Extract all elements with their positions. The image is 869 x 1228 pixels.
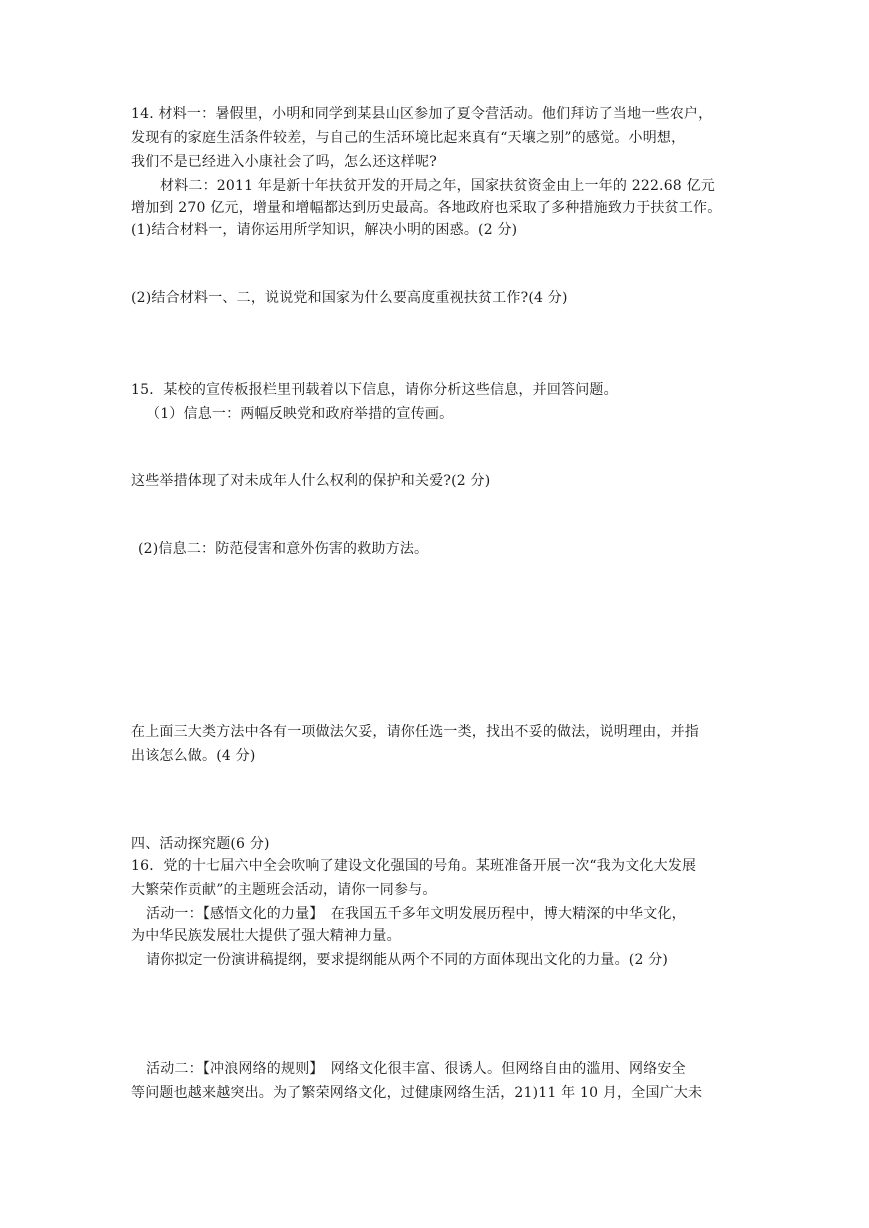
q14-material1-line3: 我们不是已经进入小康社会了吗，怎么还这样呢? — [131, 154, 437, 170]
q15-stem: 15．某校的宣传板报栏里刊载着以下信息，请你分析这些信息，并回答问题。 — [131, 382, 618, 398]
q16-stem-line2: 大繁荣作贡献”的主题班会活动，请你一同参与。 — [131, 882, 437, 898]
q14-subquestion-1: (1)结合材料一，请你运用所学知识，解决小明的困惑。(2 分) — [131, 222, 518, 238]
q16-activity2-line1: 活动二：【冲浪网络的规则】 网络文化很丰富、很诱人。但网络自由的滥用、网络安全 — [146, 1061, 686, 1077]
section4-heading: 四、活动探究题(6 分) — [131, 836, 270, 852]
q14-material1-line2: 发现有的家庭生活条件较差，与自己的生活环境比起来真有“天壤之别”的感觉。小明想， — [131, 130, 686, 146]
q16-activity1-line2: 为中华民族发展壮大提供了强大精神力量。 — [131, 928, 401, 944]
q15-info1-question: 这些举措体现了对未成年人什么权利的保护和关爱?(2 分) — [131, 473, 491, 489]
q16-stem-line1: 16．党的十七届六中全会吹响了建设文化强国的号角。某班准备开展一次“我为文化大发展 — [131, 858, 697, 874]
q16-activity1-line1: 活动一：【感悟文化的力量】 在我国五千多年文明发展历程中，博大精深的中华文化， — [146, 906, 686, 922]
q16-activity1-task: 请你拟定一份演讲稿提纲，要求提纲能从两个不同的方面体现出文化的力量。(2 分) — [146, 952, 669, 968]
q16-activity2-line2: 等问题也越来越突出。为了繁荣网络文化，过健康网络生活，21)11 年 10 月，全国广大未 — [131, 1085, 703, 1101]
q15-info2-question-line2: 出该怎么做。(4 分) — [131, 748, 256, 764]
q15-info2-question-line1: 在上面三大类方法中各有一项做法欠妥，请你任选一类，找出不妥的做法，说明理由，并指 — [131, 724, 699, 740]
q14-material2-line2: 增加到 270 亿元，增量和增幅都达到历史最高。各地政府也采取了多种措施致力于扶贫工作。 — [131, 200, 722, 216]
q14-material1-line1: 14. 材料一：暑假里，小明和同学到某县山区参加了夏令营活动。他们拜访了当地一些农户， — [131, 106, 713, 122]
q14-material2-line1: 材料二：2011 年是新十年扶贫开发的开局之年，国家扶贫资金由上一年的 222.68 亿元 — [160, 178, 715, 194]
q15-info1: （1）信息一：两幅反映党和政府举措的宣传画。 — [146, 406, 454, 422]
q15-info2: (2)信息二：防范侵害和意外伤害的救助方法。 — [138, 541, 429, 557]
q14-subquestion-2: (2)结合材料一、二，说说党和国家为什么要高度重视扶贫工作?(4 分) — [131, 290, 568, 306]
